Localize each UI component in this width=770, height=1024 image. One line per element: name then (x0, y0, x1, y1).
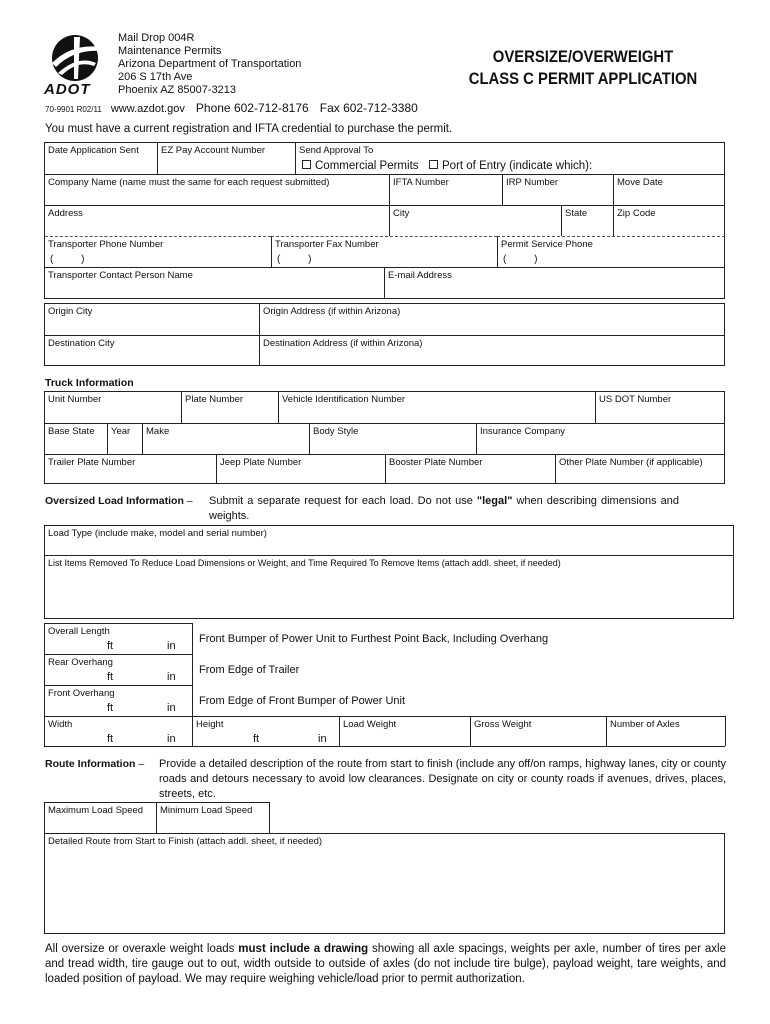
detailed-route-field[interactable] (44, 833, 725, 934)
make-label: Make (146, 426, 170, 437)
front-overhang-field[interactable] (45, 685, 193, 716)
zip-label: Zip Code (617, 208, 656, 219)
company-name-field[interactable] (45, 174, 389, 205)
in-unit: in (167, 640, 176, 652)
form-number: 70-9901 R02/11 (45, 105, 102, 114)
load-weight-label: Load Weight (343, 719, 397, 730)
area-code-parens: ( ) (277, 254, 312, 265)
transporter-phone-field[interactable] (45, 236, 271, 267)
jeep-plate-label: Jeep Plate Number (220, 457, 302, 468)
load-type-field[interactable] (44, 525, 734, 556)
email-label: E-mail Address (388, 270, 452, 281)
commercial-permits-checkbox[interactable] (302, 160, 419, 172)
load-instructions-text-end: when describing dimensions and weights. (209, 495, 680, 522)
address-label: Address (48, 208, 83, 219)
website-link[interactable]: www.azdot.gov (110, 103, 185, 115)
us-dot-field[interactable] (595, 392, 725, 423)
move-date-field[interactable] (613, 174, 725, 205)
load-info-heading (45, 495, 196, 507)
other-plate-field[interactable] (555, 454, 725, 484)
rear-overhang-field[interactable] (45, 654, 193, 685)
company-name-label: Company Name (name must the same for each request submitted) (48, 177, 330, 188)
applicant-section (44, 142, 725, 299)
origin-address-field[interactable] (259, 304, 725, 335)
city-field[interactable] (389, 205, 561, 236)
ez-pay-field[interactable] (157, 143, 295, 174)
overall-length-desc: Front Bumper of Power Unit to Furthest Point Back, Including Overhang (199, 633, 549, 645)
heading-dash: – (135, 758, 148, 770)
transporter-fax-label: Transporter Fax Number (275, 239, 379, 250)
note-text-end: showing all axle spacings, weights per axle, number of tires per axle and tread width, tire gauge out to out, width outside to outside of axles (do not include tire bulge), payload weight, tare weights, and loaded position of payload. We may require weighing vehicle/load prior to permit authorization. (45, 943, 726, 985)
front-overhang-label: Front Overhang (48, 688, 115, 699)
address-line: 206 S 17th Ave (118, 71, 193, 83)
date-sent-label: Date Application Sent (48, 145, 139, 156)
gross-weight-label: Gross Weight (474, 719, 532, 730)
city-label: City (393, 208, 410, 219)
plate-number-label: Plate Number (185, 394, 244, 405)
vin-field[interactable] (278, 392, 595, 423)
origin-city-field[interactable] (45, 304, 259, 335)
heading-dash: – (183, 495, 196, 507)
address-line: Mail Drop 004R (118, 32, 195, 44)
permit-service-phone-field[interactable] (497, 236, 725, 267)
route-instructions: Provide a detailed description of the route from start to finish (include any off/on ramps, highway lanes, city or county roads and detours necessary to avoid low clearances. Designate on city or county roads if avenues, drives, places, streets, etc. (159, 758, 726, 800)
in-unit: in (167, 733, 176, 745)
ft-unit: ft (107, 640, 114, 652)
body-style-label: Body Style (313, 426, 359, 437)
ifta-label: IFTA Number (393, 177, 449, 188)
vin-label: Vehicle Identification Number (282, 394, 406, 405)
load-type-label: Load Type (include make, model and serial number) (48, 528, 267, 539)
ez-pay-label: EZ Pay Account Number (161, 145, 266, 156)
email-field[interactable] (384, 267, 725, 299)
permit-service-phone-label: Permit Service Phone (501, 239, 593, 250)
booster-plate-field[interactable] (385, 454, 555, 484)
send-approval-label: Send Approval To (299, 145, 374, 156)
front-overhang-desc: From Edge of Front Bumper of Power Unit (199, 695, 406, 707)
trailer-plate-field[interactable] (45, 454, 216, 484)
base-state-label: Base State (48, 426, 95, 437)
insurance-field[interactable] (476, 423, 725, 454)
irp-field[interactable] (502, 174, 613, 205)
trailer-plate-label: Trailer Plate Number (48, 457, 136, 468)
legal-emphasis: "legal" (476, 495, 513, 507)
mailing-address (118, 32, 301, 97)
in-unit: in (318, 733, 327, 745)
checkbox-icon (429, 160, 438, 169)
commercial-permits-label: Commercial Permits (315, 160, 419, 172)
make-field[interactable] (142, 423, 309, 454)
drawing-requirement-note (45, 942, 726, 987)
height-label: Height (196, 719, 224, 730)
checkbox-icon (302, 160, 311, 169)
overall-length-field[interactable] (45, 623, 193, 654)
items-removed-field[interactable] (44, 555, 734, 619)
route-info-heading (45, 758, 147, 770)
state-label: State (565, 208, 588, 219)
min-speed-label: Minimum Load Speed (160, 805, 253, 816)
adot-logo (44, 33, 106, 97)
area-code-parens: ( ) (503, 254, 538, 265)
note-text: All oversize or overaxle weight loads (45, 943, 239, 955)
width-field[interactable] (45, 716, 193, 746)
truck-info-heading: Truck Information (45, 377, 134, 389)
unit-number-label: Unit Number (48, 394, 102, 405)
adot-logo-text: ADOT (44, 81, 91, 98)
fax-number: Fax 602-712-3380 (319, 101, 418, 115)
base-state-field[interactable] (45, 423, 107, 454)
state-field[interactable] (561, 205, 613, 236)
truck-section (44, 391, 725, 484)
destination-address-field[interactable] (259, 335, 725, 366)
axles-field[interactable] (607, 716, 726, 746)
contact-person-field[interactable] (45, 267, 384, 299)
width-label: Width (48, 719, 73, 730)
year-label: Year (111, 426, 131, 437)
in-unit: in (167, 671, 176, 683)
dimensions-section (44, 623, 725, 747)
max-speed-label: Maximum Load Speed (48, 805, 144, 816)
area-code-parens: ( ) (50, 254, 85, 265)
load-instructions (209, 494, 679, 524)
max-speed-field[interactable] (45, 803, 156, 834)
form-title-line1: OVERSIZE/OVERWEIGHT (492, 48, 674, 66)
destination-address-label: Destination Address (if within Arizona) (263, 338, 423, 349)
origin-address-label: Origin Address (if within Arizona) (263, 306, 401, 317)
transporter-fax-field[interactable] (271, 236, 497, 267)
items-removed-label: List Items Removed To Reduce Load Dimensions or Weight, and Time Required To Remove Items (attach addl. sheet, if needed) (48, 558, 561, 568)
plate-number-field[interactable] (181, 392, 278, 423)
detailed-route-label: Detailed Route from Start to Finish (attach addl. sheet, if needed) (48, 836, 323, 847)
route-info-heading-text: Route Information (45, 758, 136, 770)
date-sent-field[interactable] (45, 143, 157, 174)
form-title (454, 46, 711, 90)
intro-text: You must have a current registration and IFTA credential to purchase the permit. (45, 123, 453, 135)
ft-unit: ft (107, 671, 114, 683)
other-plate-label: Other Plate Number (if applicable) (559, 457, 703, 468)
axles-label: Number of Axles (610, 719, 680, 730)
zip-field[interactable] (613, 205, 725, 236)
overall-length-label: Overall Length (48, 626, 110, 637)
address-line: Phoenix AZ 85007-3213 (118, 84, 237, 96)
ft-unit: ft (253, 733, 260, 745)
origin-destination-section (44, 303, 725, 366)
load-instructions-text: Submit a separate request for each load. Do not use (209, 495, 477, 507)
load-weight-field[interactable] (340, 716, 471, 746)
transporter-phone-label: Transporter Phone Number (48, 239, 164, 250)
move-date-label: Move Date (617, 177, 663, 188)
port-of-entry-checkbox[interactable] (429, 160, 592, 172)
contact-line (45, 101, 418, 115)
insurance-label: Insurance Company (480, 426, 566, 437)
speed-section (44, 802, 270, 834)
year-field[interactable] (107, 423, 142, 454)
form-title-line2: CLASS C PERMIT APPLICATION (468, 70, 698, 88)
origin-city-label: Origin City (48, 306, 93, 317)
address-line: Maintenance Permits (118, 45, 222, 57)
port-of-entry-label: Port of Entry (indicate which): (442, 160, 593, 172)
rear-overhang-desc: From Edge of Trailer (199, 664, 300, 676)
irp-label: IRP Number (506, 177, 559, 188)
destination-city-field[interactable] (45, 335, 259, 366)
destination-city-label: Destination City (48, 338, 115, 349)
contact-person-label: Transporter Contact Person Name (48, 270, 193, 281)
ft-unit: ft (107, 702, 114, 714)
adot-logo-mark (44, 33, 106, 83)
ifta-field[interactable] (389, 174, 502, 205)
min-speed-field[interactable] (156, 803, 269, 834)
jeep-plate-field[interactable] (216, 454, 385, 484)
rear-overhang-label: Rear Overhang (48, 657, 113, 668)
load-info-heading-text: Oversized Load Information (45, 495, 184, 507)
note-emphasis: must include a drawing (238, 943, 369, 955)
address-line: Arizona Department of Transportation (118, 58, 302, 70)
height-field[interactable] (193, 716, 340, 746)
booster-plate-label: Booster Plate Number (389, 457, 483, 468)
phone-number: Phone 602-712-8176 (195, 101, 309, 115)
body-style-field[interactable] (309, 423, 476, 454)
unit-number-field[interactable] (45, 392, 181, 423)
ft-unit: ft (107, 733, 114, 745)
gross-weight-field[interactable] (471, 716, 607, 746)
send-approval-field (295, 143, 725, 174)
us-dot-label: US DOT Number (599, 394, 672, 405)
in-unit: in (167, 702, 176, 714)
address-field[interactable] (45, 205, 389, 236)
